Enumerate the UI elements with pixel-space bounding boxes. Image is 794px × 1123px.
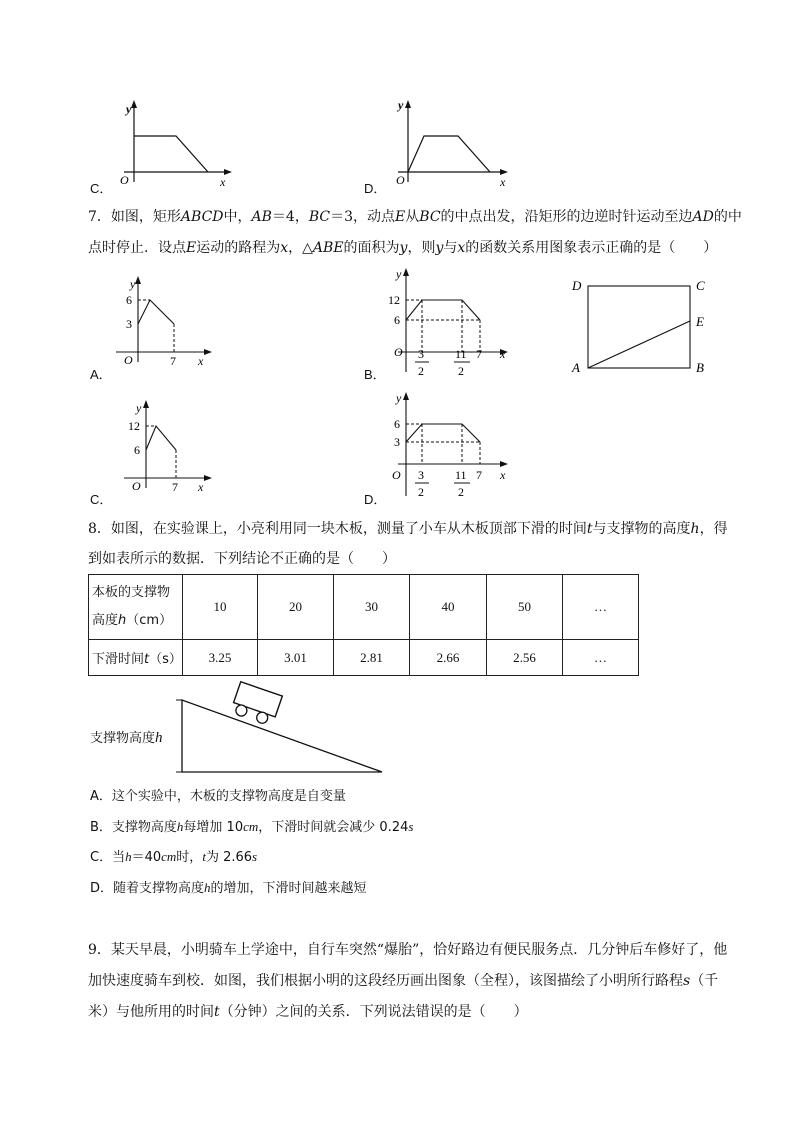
table-cell: 2.66 [410, 640, 487, 676]
q6-graph-d [386, 96, 516, 192]
rect-label-e: E [696, 314, 704, 329]
q8-option-a: A．这个实验中，木板的支撑物高度是自变量 [90, 789, 346, 804]
table-row-heights [89, 575, 639, 640]
table-header-height: 本板的支撑物 高度h（cm） [89, 575, 183, 640]
table-cell: 40 [410, 575, 487, 640]
ramp-triangle [182, 700, 382, 772]
q7b-tick-x1: 7 [476, 347, 482, 361]
q7b-x-axis: x [500, 347, 506, 361]
q8-data-table [88, 574, 639, 676]
rect-label-c: C [696, 278, 705, 293]
q7b-frac2-num: 11 [455, 347, 467, 361]
q7a-tick-x1: 7 [170, 354, 176, 368]
q8-option-b: B．支撑物高度h每增加 10cm，下滑时间就会减少 0.24s [90, 819, 414, 835]
ramp-height-label: 支撑物高度h [90, 730, 163, 746]
q7-text-line1: 7．如图，矩形ABCD中，AB＝4，BC＝3，动点E从BC的中点出发，沿矩形的边逆时针运动至边AD的中 [88, 209, 742, 225]
q7b-tick-y1: 12 [388, 293, 400, 307]
rect-label-b: B [696, 360, 704, 375]
q7b-origin: O [394, 345, 403, 359]
q7a-x-axis: x [198, 354, 204, 368]
q7b-tick-y2: 6 [394, 313, 400, 327]
table-cell: … [563, 640, 639, 676]
q7d-tick-y1: 6 [394, 417, 400, 431]
q7d-tick-x1: 7 [476, 468, 482, 482]
q8-text-line2: 到如表所示的数据．下列结论不正确的是（ ） [88, 551, 396, 567]
q7c-tick-y2: 6 [134, 443, 140, 457]
q7-option-d-label: D． [364, 492, 387, 507]
q7a-tick-y2: 3 [126, 317, 132, 331]
q8-option-d: D．随着支撑物高度h的增加，下滑时间越来越短 [90, 880, 367, 896]
table-cell: 3.01 [258, 640, 334, 676]
q7b-frac1-den: 2 [418, 364, 424, 378]
table-cell: 2.56 [487, 640, 563, 676]
q6d-y-label: y [398, 98, 404, 112]
q6-option-c-label: C． [90, 181, 113, 196]
table-header-time: 下滑时间t（s） [89, 640, 183, 676]
table-row-times [89, 640, 639, 676]
q7c-x-axis: x [198, 480, 204, 494]
q7d-y-axis: y [396, 391, 402, 405]
q9-text-line2: 加快速度骑车到校．如图，我们根据小明的这段经历画出图象（全程），该图描绘了小明所行路程s（千 [88, 973, 719, 989]
q9-text-line3: 米）与他所用的时间t（分钟）之间的关系．下列说法错误的是（ ） [88, 1004, 528, 1020]
q9-text-line1: 9．某天早晨，小明骑车上学途中，自行车突然“爆胎”，恰好路边有便民服务点．几分钟后车修好了，他 [88, 942, 728, 958]
q7d-frac1-num: 3 [418, 468, 424, 482]
q7a-y-axis: y [130, 277, 136, 291]
q7a-origin: O [124, 353, 133, 367]
q7b-frac1-num: 3 [418, 347, 424, 361]
rect-label-a: A [572, 360, 580, 375]
q7-graph-b [384, 262, 520, 380]
table-cell: 2.81 [334, 640, 410, 676]
q7-graph-d [384, 386, 520, 504]
rect-label-d: D [572, 278, 582, 293]
q6c-origin-label: O [120, 173, 129, 187]
q7a-tick-y1: 6 [126, 293, 132, 307]
table-cell: … [563, 575, 639, 640]
table-cell: 3.25 [183, 640, 258, 676]
q7d-frac2-num: 11 [455, 468, 467, 482]
q6c-x-label: x [220, 175, 226, 189]
q7b-frac2-den: 2 [458, 364, 464, 378]
q7d-tick-y2: 3 [394, 435, 400, 449]
q7-graph-c [110, 396, 220, 494]
table-cell: 50 [487, 575, 563, 640]
q8-option-c: C．当h＝40cm时，t为 2.66s [90, 849, 258, 865]
table-cell: 10 [183, 575, 258, 640]
q6d-origin-label: O [396, 173, 405, 187]
q7-rectangle-figure [566, 274, 716, 378]
q7d-origin: O [392, 468, 401, 482]
q7-text-line2: 点时停止．设点E运动的路程为x，△ABE的面积为y，则y与x的函数关系用图象表示正确的是（ ） [88, 240, 718, 256]
table-cell: 30 [334, 575, 410, 640]
q7d-frac1-den: 2 [418, 485, 424, 499]
q8-text-line1: 8．如图，在实验课上，小亮利用同一块木板，测量了小车从木板顶部下滑的时间t与支撑物的高度h，得 [88, 521, 728, 537]
q6-graph-c [110, 96, 240, 192]
q7-option-b-label: B． [364, 367, 386, 382]
q6d-x-label: x [500, 175, 506, 189]
q7d-frac2-den: 2 [458, 485, 464, 499]
q6-option-d-label: D． [364, 181, 387, 196]
q7c-origin: O [132, 479, 141, 493]
table-cell: 20 [258, 575, 334, 640]
q6c-y-label: y [126, 102, 132, 116]
q7-option-c-label: C． [90, 492, 113, 507]
q8-ramp-figure [176, 680, 388, 778]
q7-option-a-label: A． [90, 367, 112, 382]
q7d-x-axis: x [500, 468, 506, 482]
q7c-tick-x1: 7 [172, 480, 178, 494]
q7c-y-axis: y [136, 401, 142, 415]
q7-graph-a [110, 272, 220, 368]
q7c-tick-y1: 12 [128, 419, 140, 433]
q7b-y-axis: y [396, 267, 402, 281]
